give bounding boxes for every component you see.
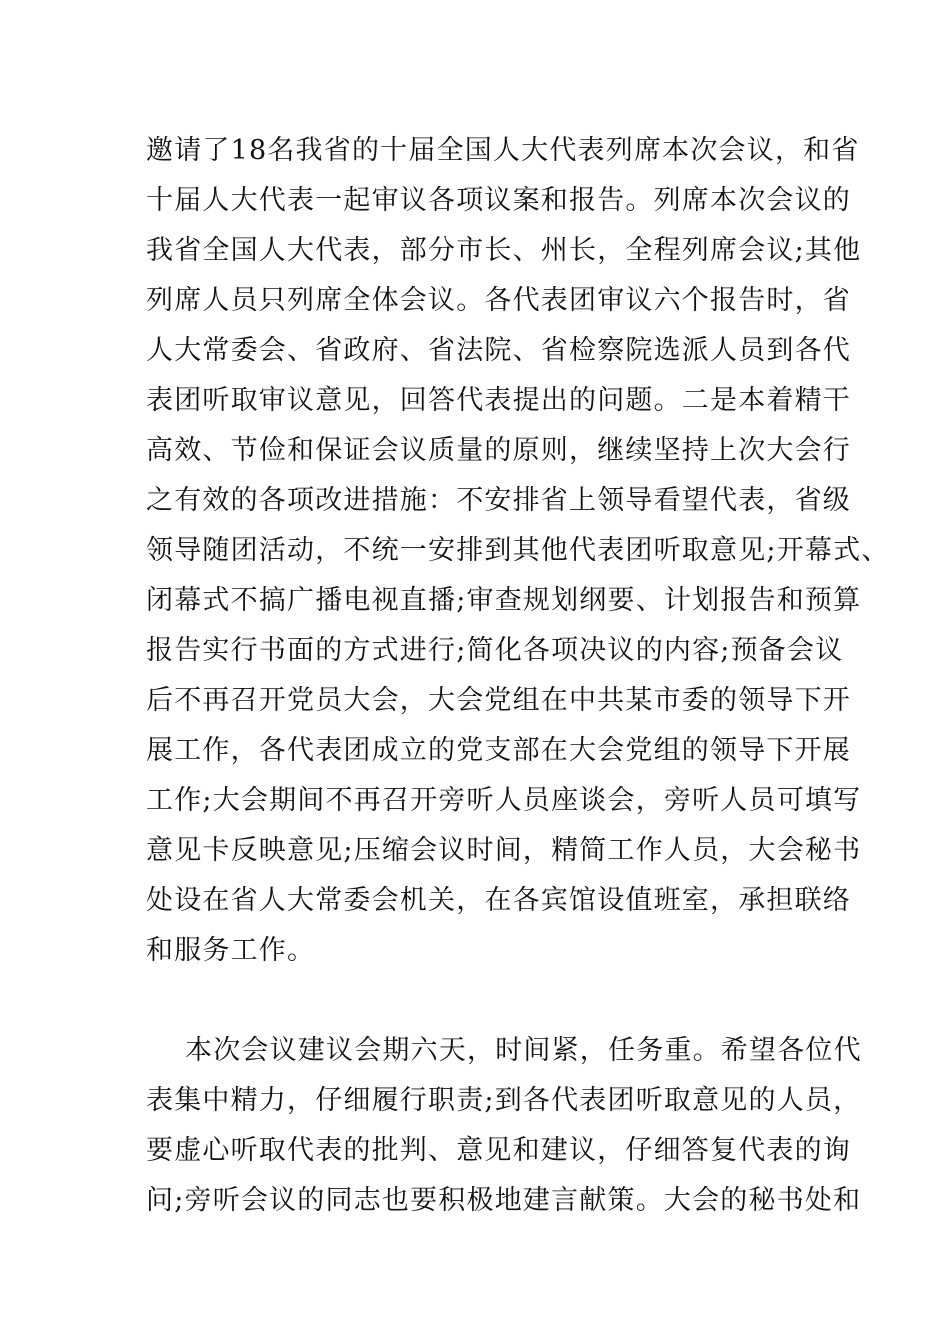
- paragraph-1-line-12: 后不再召开党员大会，大会党组在中共某市委的领导下开: [146, 685, 851, 716]
- paragraph-1-line-2: 十届人大代表一起审议各项议案和报告。列席本次会议的: [146, 185, 851, 216]
- paragraph-2-line-3: 要虚心听取代表的批判、意见和建议，仔细答复代表的询: [146, 1135, 851, 1166]
- paragraph-1-line-10: 闭幕式不搞广播电视直播;审查规划纲要、计划报告和预算: [146, 585, 862, 616]
- paragraph-1-line-3: 我省全国人大代表，部分市长、州长，全程列席会议;其他: [146, 235, 862, 266]
- paragraph-1-line-16: 处设在省人大常委会机关，在各宾馆设值班室，承担联络: [146, 885, 851, 916]
- paragraph-1-line-6: 表团听取审议意见，回答代表提出的问题。二是本着精干: [146, 385, 851, 416]
- paragraph-1-line-14: 工作;大会期间不再召开旁听人员座谈会，旁听人员可填写: [146, 785, 862, 816]
- paragraph-1-line-11: 报告实行书面的方式进行;简化各项决议的内容;预备会议: [146, 635, 844, 666]
- paragraph-2-line-4: 问;旁听会议的同志也要积极地建言献策。大会的秘书处和: [146, 1185, 862, 1216]
- paragraph-1-line-1: 邀请了18名我省的十届全国人大代表列席本次会议，和省: [146, 135, 860, 166]
- paragraph-1-line-4: 列席人员只列席全体会议。各代表团审议六个报告时，省: [146, 285, 851, 316]
- paragraph-2-line-2: 表集中精力，仔细履行职责;到各代表团听取意见的人员，: [146, 1085, 862, 1116]
- paragraph-1-line-9: 领导随团活动，不统一安排到其他代表团听取意见;开幕式、: [146, 535, 890, 566]
- paragraph-2-line-1: 本次会议建议会期六天，时间紧，任务重。希望各位代: [185, 1035, 862, 1066]
- paragraph-1-line-15: 意见卡反映意见;压缩会议时间，精简工作人员，大会秘书: [146, 835, 862, 866]
- paragraph-1-line-5: 人大常委会、省政府、省法院、省检察院选派人员到各代: [146, 335, 851, 366]
- paragraph-1-line-8: 之有效的各项改进措施：不安排省上领导看望代表，省级: [146, 485, 851, 516]
- paragraph-1-line-17: 和服务工作。: [146, 935, 316, 966]
- paragraph-1-line-13: 展工作，各代表团成立的党支部在大会党组的领导下开展: [146, 735, 851, 766]
- paragraph-1-line-7: 高效、节俭和保证会议质量的原则，继续坚持上次大会行: [146, 435, 851, 466]
